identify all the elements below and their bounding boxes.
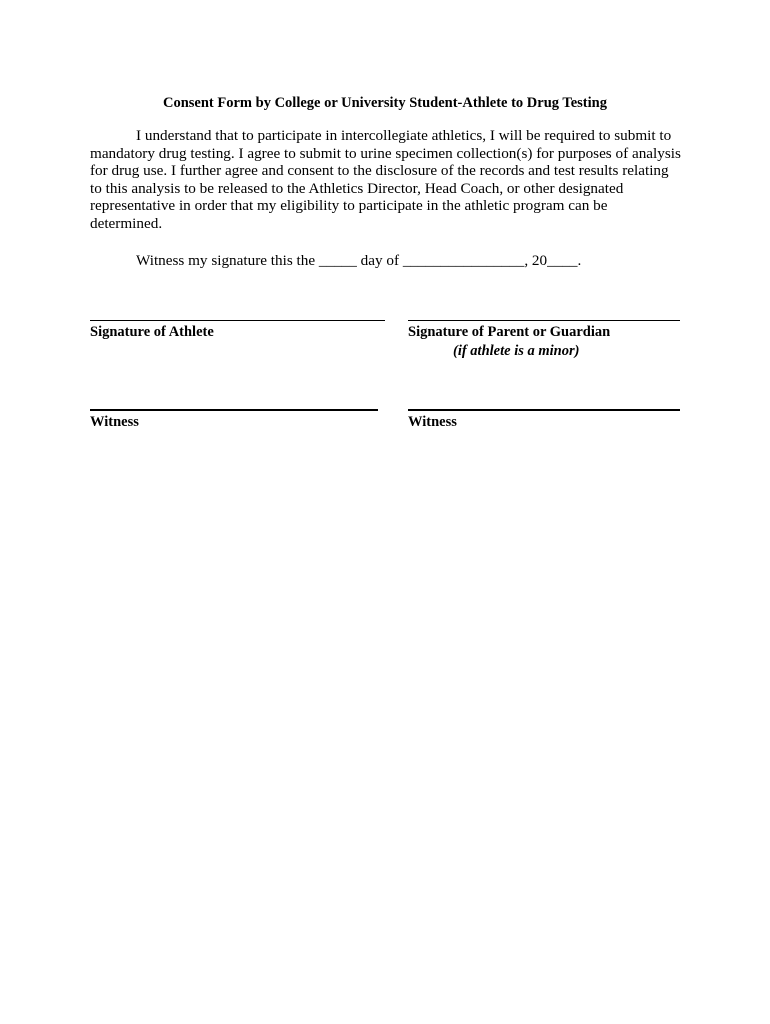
parent-signature-note: (if athlete is a minor) xyxy=(453,343,580,359)
witness-right-label: Witness xyxy=(408,414,457,430)
witness-left-label: Witness xyxy=(90,414,139,430)
paragraph-line: I understand that to participate in intercollegiate athletics, I will be required to submit to xyxy=(136,127,672,144)
form-title: Consent Form by College or University Student-Athlete to Drug Testing xyxy=(163,95,607,111)
witness-right-signature-line[interactable] xyxy=(408,409,680,411)
paragraph-line: mandatory drug testing. I agree to submit to urine specimen collection(s) for purposes of analysis xyxy=(90,144,681,162)
parent-signature-line[interactable] xyxy=(408,320,680,321)
witness-left-signature-line[interactable] xyxy=(90,409,378,411)
paragraph-line: to this analysis to be released to the Athletics Director, Head Coach, or other designated xyxy=(90,179,624,197)
witness-date-statement: Witness my signature this the _____ day of ________________, 20____. xyxy=(136,252,582,269)
paragraph-line: representative in order that my eligibility to participate in the athletic program can be xyxy=(90,197,608,214)
consent-paragraph xyxy=(90,127,690,232)
paragraph-line: determined. xyxy=(90,214,163,232)
athlete-signature-line[interactable] xyxy=(90,320,385,321)
paragraph-line: for drug use. I further agree and consent to the disclosure of the records and test results relating xyxy=(90,162,669,179)
athlete-signature-label: Signature of Athlete xyxy=(90,324,214,340)
parent-signature-label: Signature of Parent or Guardian xyxy=(408,324,611,340)
